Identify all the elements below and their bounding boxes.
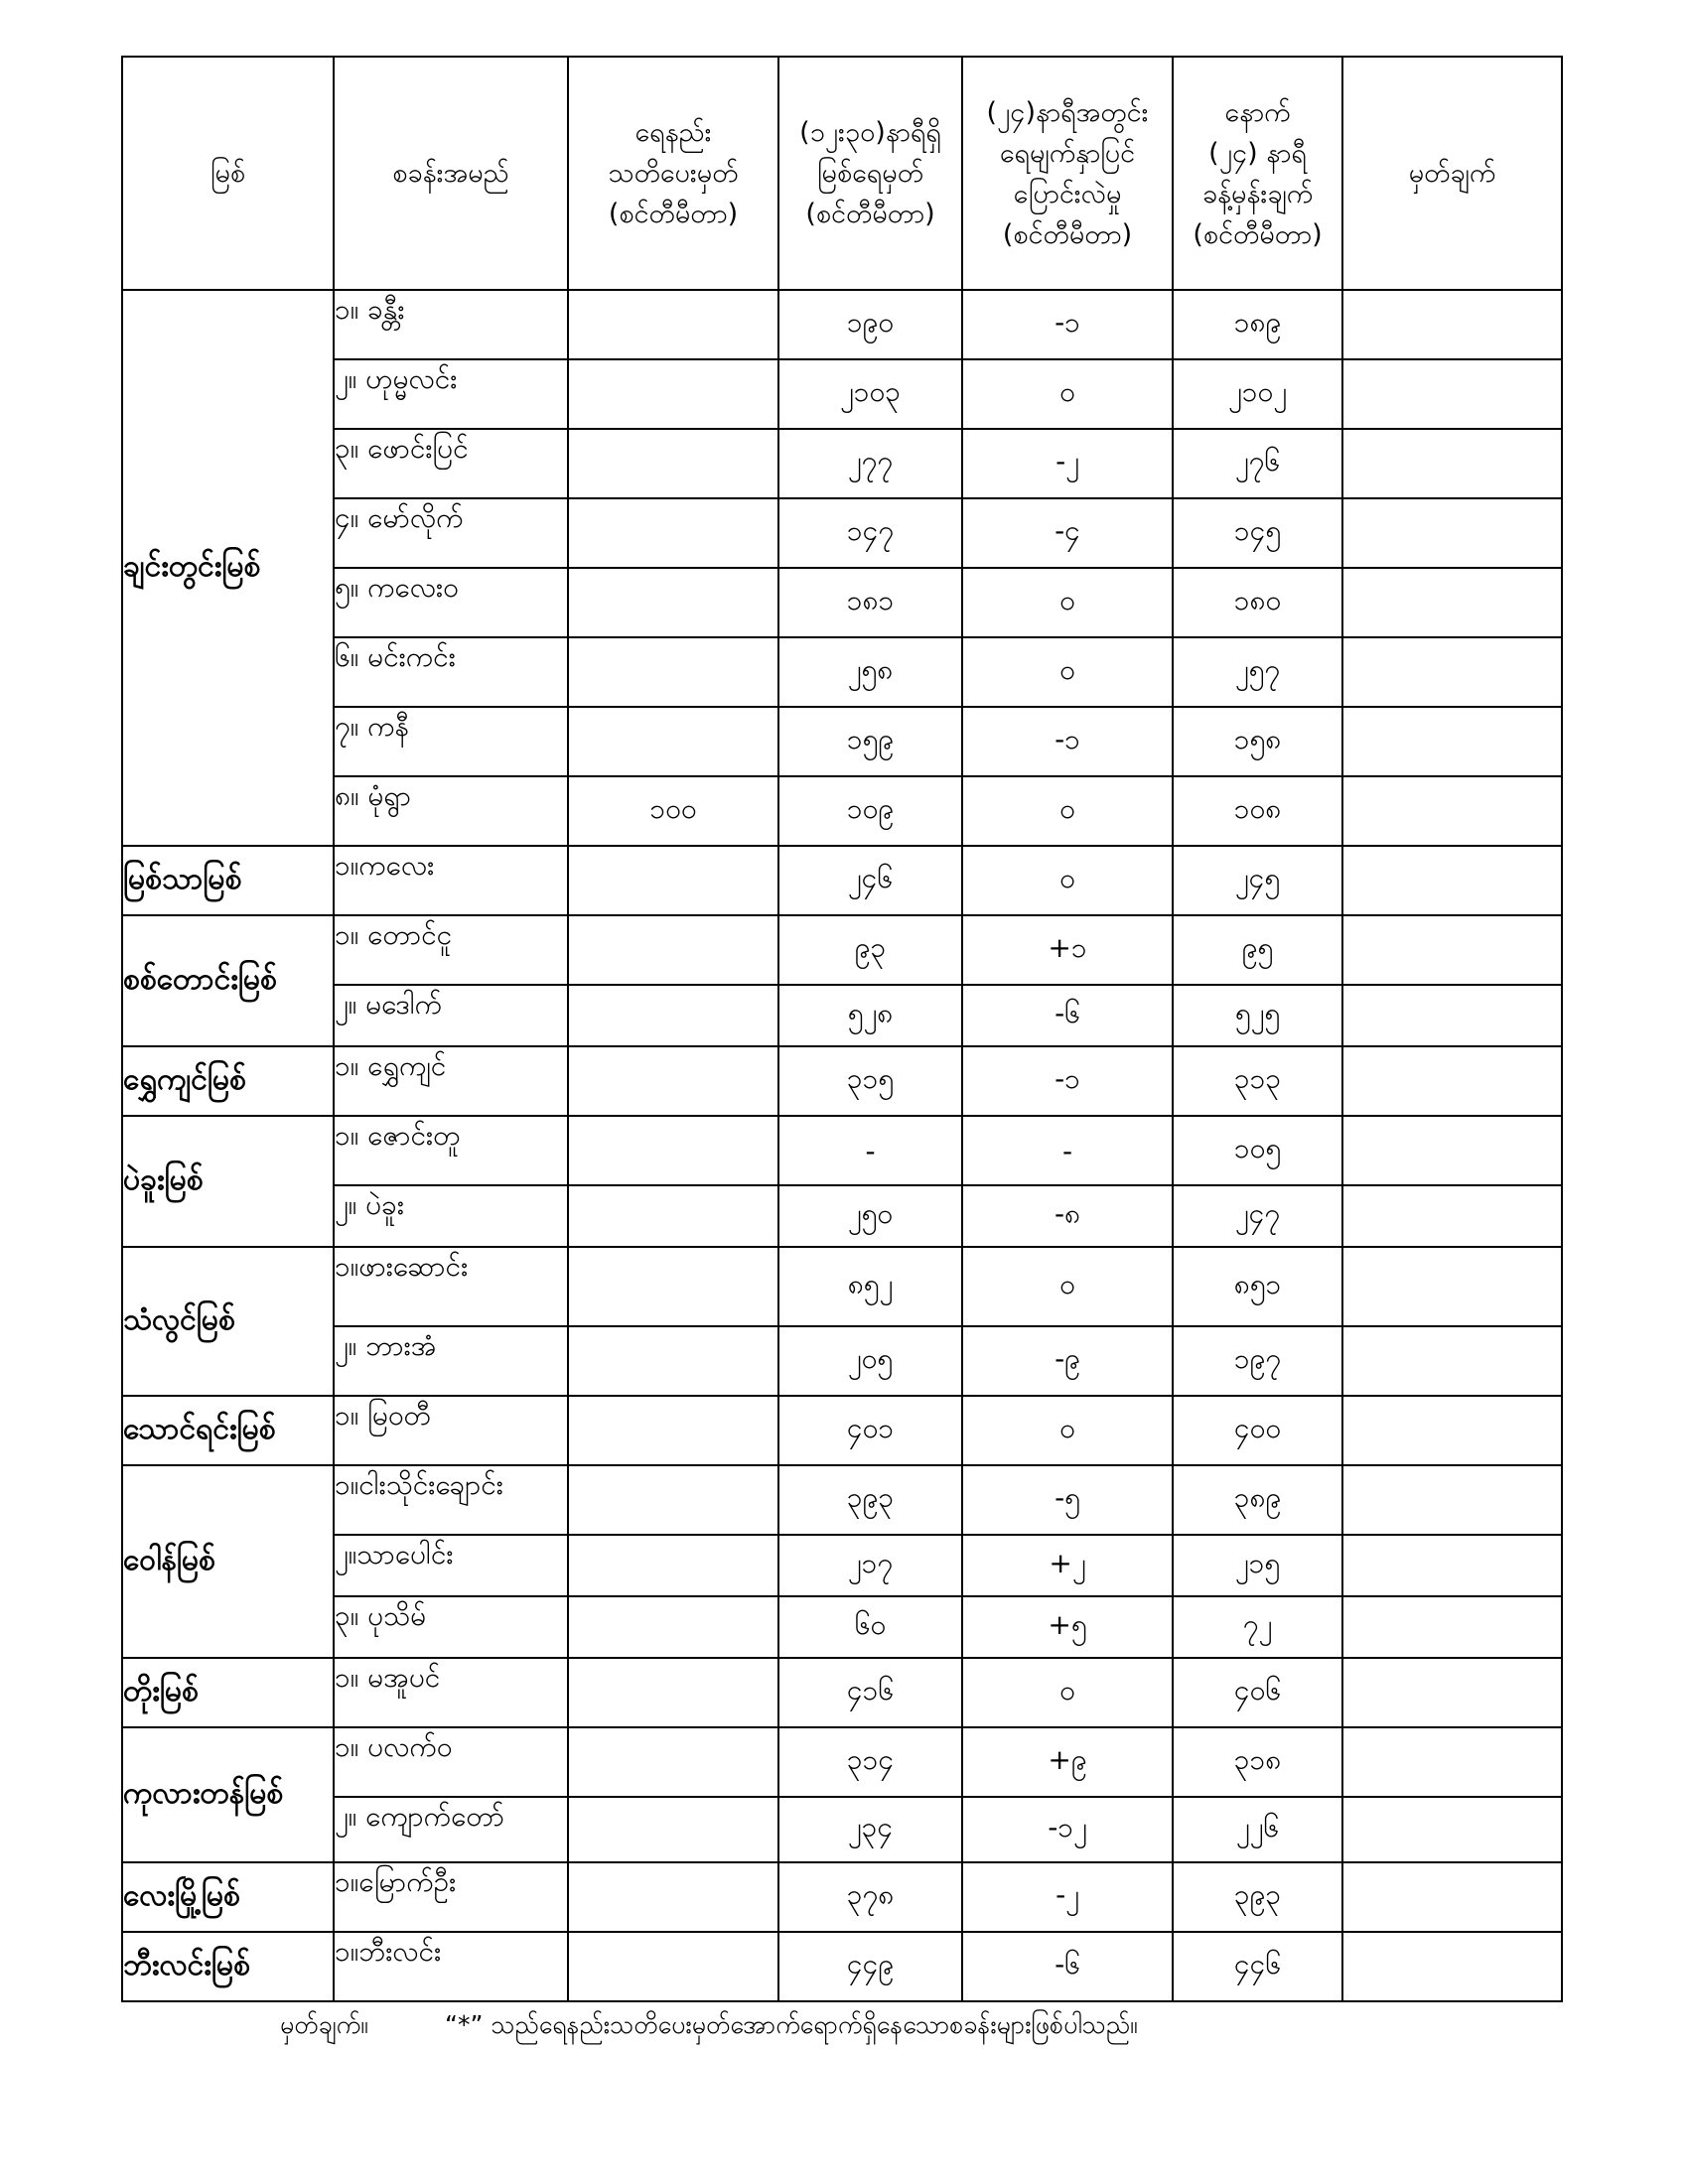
table-row <box>122 1535 1562 1596</box>
header-remark: မှတ်ချက် <box>1342 57 1562 290</box>
table-row <box>122 1932 1562 2001</box>
header-change-line: ရေမျက်နှာပြင် <box>999 137 1136 169</box>
warning-cell <box>568 290 778 359</box>
forecast-cell: ၄၀၀ <box>1173 1396 1342 1465</box>
level-cell: ၂၁၇ <box>778 1535 962 1596</box>
forecast-cell: ၁၉၇ <box>1173 1326 1342 1396</box>
change-cell: ၀ <box>962 637 1173 707</box>
table-row <box>122 915 1562 985</box>
station-name: ၇။ ကနီ <box>334 707 568 776</box>
station-name: ၁။ ပလက်ဝ <box>334 1727 568 1797</box>
station-name: ၁။ငါးသိုင်းချောင်း <box>334 1465 568 1535</box>
level-cell: ၁၉၀ <box>778 290 962 359</box>
station-name: ၂။ ဟုမ္မလင်း <box>334 359 568 429</box>
remark-cell <box>1342 1465 1562 1535</box>
river-name: လေးမြို့မြစ် <box>122 1862 334 1932</box>
change-cell: ၀ <box>962 1396 1173 1465</box>
level-cell: ၈၅၂ <box>778 1247 962 1326</box>
level-cell: ၃၉၃ <box>778 1465 962 1535</box>
header-forecast-line: (၂၄) နာရီ <box>1208 137 1307 169</box>
remark-cell <box>1342 290 1562 359</box>
station-name: ၁။မြောက်ဦး <box>334 1862 568 1932</box>
warning-cell <box>568 498 778 568</box>
table-row <box>122 359 1562 429</box>
change-cell: ၀ <box>962 776 1173 846</box>
station-name: ၁။ကလေး <box>334 846 568 915</box>
remark-cell <box>1342 1116 1562 1185</box>
header-level-line: မြစ်ရေမှတ် <box>816 158 924 189</box>
change-cell: -၂ <box>962 1862 1173 1932</box>
header-change-line: (စင်တီမီတာ) <box>1002 218 1133 250</box>
table-row <box>122 1862 1562 1932</box>
level-cell: ၂၃၄ <box>778 1797 962 1862</box>
table-row <box>122 568 1562 637</box>
remark-cell <box>1342 846 1562 915</box>
change-cell: ၀ <box>962 846 1173 915</box>
header-level-line: (စင်တီမီတာ) <box>805 199 935 229</box>
level-cell: ၃၁၅ <box>778 1046 962 1116</box>
change-cell: -၂ <box>962 429 1173 498</box>
remark-cell <box>1342 1247 1562 1326</box>
header-change-line: (၂၄)နာရီအတွင်း <box>986 96 1149 128</box>
forecast-cell: ၄၀၆ <box>1173 1658 1342 1727</box>
warning-cell <box>568 568 778 637</box>
header-forecast-line: ခန့်မှန်းချက် <box>1201 178 1314 209</box>
station-name: ၁။ ဇောင်းတူ <box>334 1116 568 1185</box>
forecast-cell: ၃၈၉ <box>1173 1465 1342 1535</box>
river-name: မြစ်သာမြစ် <box>122 846 334 915</box>
warning-cell <box>568 359 778 429</box>
station-name: ၈။ မုံရွာ <box>334 776 568 846</box>
forecast-cell: ၃၁၈ <box>1173 1727 1342 1797</box>
table-row <box>122 1596 1562 1658</box>
warning-cell <box>568 985 778 1046</box>
header-row <box>122 57 1562 290</box>
header-change <box>962 57 1173 290</box>
warning-cell <box>568 1658 778 1727</box>
change-cell: -၄ <box>962 498 1173 568</box>
table-row <box>122 1658 1562 1727</box>
table-row <box>122 985 1562 1046</box>
header-forecast <box>1173 57 1342 290</box>
remark-cell <box>1342 915 1562 985</box>
warning-cell <box>568 1727 778 1797</box>
change-cell: -၆ <box>962 985 1173 1046</box>
level-cell: ၂၅၀ <box>778 1185 962 1247</box>
station-name: ၁။ မအူပင် <box>334 1658 568 1727</box>
remark-cell <box>1342 1932 1562 2001</box>
table-row <box>122 1046 1562 1116</box>
river-name: ကုလားတန်မြစ် <box>122 1727 334 1862</box>
footnote-text: “*” သည်ရေနည်းသတိပေးမှတ်အောက်ရောက်ရှိနေသောစခန်းများဖြစ်ပါသည်။ <box>445 2010 1138 2039</box>
remark-cell <box>1342 568 1562 637</box>
remark-cell <box>1342 985 1562 1046</box>
change-cell: +၁ <box>962 915 1173 985</box>
change-cell: -၈ <box>962 1185 1173 1247</box>
station-name: ၁။ ရွှေကျင် <box>334 1046 568 1116</box>
level-cell: ၆၀ <box>778 1596 962 1658</box>
warning-cell <box>568 1326 778 1396</box>
station-name: ၁။ ခန္တီး <box>334 290 568 359</box>
remark-cell <box>1342 498 1562 568</box>
river-name: သောင်ရင်းမြစ် <box>122 1396 334 1465</box>
table-row <box>122 707 1562 776</box>
table-row <box>122 1116 1562 1185</box>
remark-cell <box>1342 1658 1562 1727</box>
level-cell: ၂၀၅ <box>778 1326 962 1396</box>
station-name: ၂။ မဒေါက် <box>334 985 568 1046</box>
level-cell: ၁၈၁ <box>778 568 962 637</box>
forecast-cell: ၁၀၈ <box>1173 776 1342 846</box>
remark-cell <box>1342 1797 1562 1862</box>
table-row <box>122 429 1562 498</box>
level-cell: ၂၇၇ <box>778 429 962 498</box>
river-name: တိုးမြစ် <box>122 1658 334 1727</box>
river-name: ဘီးလင်းမြစ် <box>122 1932 334 2001</box>
header-level <box>778 57 962 290</box>
level-cell: ၄၁၆ <box>778 1658 962 1727</box>
change-cell: - <box>962 1116 1173 1185</box>
station-name: ၂။သာပေါင်း <box>334 1535 568 1596</box>
remark-cell <box>1342 1185 1562 1247</box>
header-warning-line: သတိပေးမှတ် <box>608 158 739 189</box>
forecast-cell: ၁၅၈ <box>1173 707 1342 776</box>
remark-cell <box>1342 429 1562 498</box>
remark-cell <box>1342 1396 1562 1465</box>
level-cell: ၁၄၇ <box>778 498 962 568</box>
warning-cell <box>568 1862 778 1932</box>
warning-cell <box>568 1247 778 1326</box>
warning-cell <box>568 1185 778 1247</box>
station-name: ၁။ တောင်ငူ <box>334 915 568 985</box>
warning-cell <box>568 1797 778 1862</box>
header-forecast-line: နောက် <box>1224 96 1291 128</box>
forecast-cell: ၂၄၅ <box>1173 846 1342 915</box>
table-row <box>122 1185 1562 1247</box>
forecast-cell: ၂၇၆ <box>1173 429 1342 498</box>
level-cell: ၄၄၉ <box>778 1932 962 2001</box>
warning-cell <box>568 846 778 915</box>
header-forecast-line: (စင်တီမီတာ) <box>1193 218 1323 250</box>
change-cell: -၁ <box>962 290 1173 359</box>
station-name: ၅။ ကလေးဝ <box>334 568 568 637</box>
change-cell: ၀ <box>962 359 1173 429</box>
change-cell: +၉ <box>962 1727 1173 1797</box>
station-name: ၆။ မင်းကင်း <box>334 637 568 707</box>
forecast-cell: ၅၂၅ <box>1173 985 1342 1046</box>
footnote-label: မှတ်ချက်။ <box>280 2010 368 2039</box>
level-cell: ၅၂၈ <box>778 985 962 1046</box>
header-river: မြစ် <box>122 57 334 290</box>
forecast-cell: ၁၈၉ <box>1173 290 1342 359</box>
change-cell: ၀ <box>962 568 1173 637</box>
forecast-cell: ၉၅ <box>1173 915 1342 985</box>
station-name: ၃။ ဖောင်းပြင် <box>334 429 568 498</box>
station-name: ၄။ မော်လိုက် <box>334 498 568 568</box>
warning-cell <box>568 637 778 707</box>
remark-cell <box>1342 359 1562 429</box>
level-cell: ၃၁၄ <box>778 1727 962 1797</box>
station-name: ၂။ ပဲခူး <box>334 1185 568 1247</box>
warning-cell: ၁၀၀ <box>568 776 778 846</box>
remark-cell <box>1342 1727 1562 1797</box>
warning-cell <box>568 1396 778 1465</box>
remark-cell <box>1342 637 1562 707</box>
remark-cell <box>1342 1046 1562 1116</box>
remark-cell <box>1342 1326 1562 1396</box>
river-name: စစ်တောင်းမြစ် <box>122 915 334 1046</box>
warning-cell <box>568 1465 778 1535</box>
remark-cell <box>1342 707 1562 776</box>
change-cell: ၀ <box>962 1247 1173 1326</box>
forecast-cell: ၈၅၁ <box>1173 1247 1342 1326</box>
warning-cell <box>568 707 778 776</box>
header-change-line: ပြောင်းလဲမှု <box>1013 178 1122 209</box>
river-name: ဝေါန်မြစ် <box>122 1465 334 1658</box>
station-name: ၂။ ကျောက်တော် <box>334 1797 568 1862</box>
level-cell: ၂၁၀၃ <box>778 359 962 429</box>
remark-cell <box>1342 1535 1562 1596</box>
station-name: ၃။ ပုသိမ် <box>334 1596 568 1658</box>
warning-cell <box>568 1116 778 1185</box>
change-cell: -၆ <box>962 1932 1173 2001</box>
level-cell: ၄၀၁ <box>778 1396 962 1465</box>
station-name: ၁။ဖားဆောင်း <box>334 1247 568 1326</box>
forecast-cell: ၂၅၇ <box>1173 637 1342 707</box>
header-warning-line: ရေနည်း <box>634 117 712 148</box>
forecast-cell: ၁၄၅ <box>1173 498 1342 568</box>
station-name: ၁။ မြဝတီ <box>334 1396 568 1465</box>
warning-cell <box>568 429 778 498</box>
level-cell: ၉၃ <box>778 915 962 985</box>
change-cell: -၁ <box>962 707 1173 776</box>
forecast-cell: ၇၂ <box>1173 1596 1342 1658</box>
warning-cell <box>568 1535 778 1596</box>
level-cell: - <box>778 1116 962 1185</box>
header-station: စခန်းအမည် <box>334 57 568 290</box>
forecast-cell: ၁၀၅ <box>1173 1116 1342 1185</box>
table-row <box>122 290 1562 359</box>
table-row <box>122 498 1562 568</box>
level-cell: ၂၅၈ <box>778 637 962 707</box>
table-row <box>122 1247 1562 1326</box>
table-body <box>122 290 1562 2001</box>
river-level-table <box>121 56 1563 2002</box>
header-warning <box>568 57 778 290</box>
level-cell: ၁၀၉ <box>778 776 962 846</box>
level-cell: ၂၄၆ <box>778 846 962 915</box>
forecast-cell: ၂၁၀၂ <box>1173 359 1342 429</box>
table-row <box>122 1727 1562 1797</box>
table-row <box>122 1465 1562 1535</box>
change-cell: ၀ <box>962 1658 1173 1727</box>
warning-cell <box>568 1596 778 1658</box>
level-cell: ၃၇၈ <box>778 1862 962 1932</box>
remark-cell <box>1342 1596 1562 1658</box>
forecast-cell: ၄၄၆ <box>1173 1932 1342 2001</box>
forecast-cell: ၁၈၀ <box>1173 568 1342 637</box>
table-row <box>122 1326 1562 1396</box>
table-row <box>122 1797 1562 1862</box>
table-row <box>122 1396 1562 1465</box>
change-cell: -၉ <box>962 1326 1173 1396</box>
forecast-cell: ၂၁၅ <box>1173 1535 1342 1596</box>
table-row <box>122 846 1562 915</box>
change-cell: +၅ <box>962 1596 1173 1658</box>
header-warning-line: (စင်တီမီတာ) <box>608 199 739 229</box>
river-name: ချင်းတွင်းမြစ် <box>122 290 334 846</box>
forecast-cell: ၂၂၆ <box>1173 1797 1342 1862</box>
station-name: ၂။ ဘားအံ <box>334 1326 568 1396</box>
table-row <box>122 637 1562 707</box>
warning-cell <box>568 1932 778 2001</box>
level-cell: ၁၅၉ <box>778 707 962 776</box>
forecast-cell: ၃၁၃ <box>1173 1046 1342 1116</box>
river-name: ရွှေကျင်မြစ် <box>122 1046 334 1116</box>
table-row <box>122 776 1562 846</box>
station-name: ၁။ဘီးလင်း <box>334 1932 568 2001</box>
header-level-line: (၁၂း၃၀)နာရီရှိ <box>799 117 941 148</box>
river-name: ပဲခူးမြစ် <box>122 1116 334 1247</box>
change-cell: -၁၂ <box>962 1797 1173 1862</box>
change-cell: -၁ <box>962 1046 1173 1116</box>
change-cell: +၂ <box>962 1535 1173 1596</box>
warning-cell <box>568 915 778 985</box>
forecast-cell: ၂၄၇ <box>1173 1185 1342 1247</box>
forecast-cell: ၃၉၃ <box>1173 1862 1342 1932</box>
warning-cell <box>568 1046 778 1116</box>
river-name: သံလွင်မြစ် <box>122 1247 334 1396</box>
change-cell: -၅ <box>962 1465 1173 1535</box>
remark-cell <box>1342 1862 1562 1932</box>
remark-cell <box>1342 776 1562 846</box>
